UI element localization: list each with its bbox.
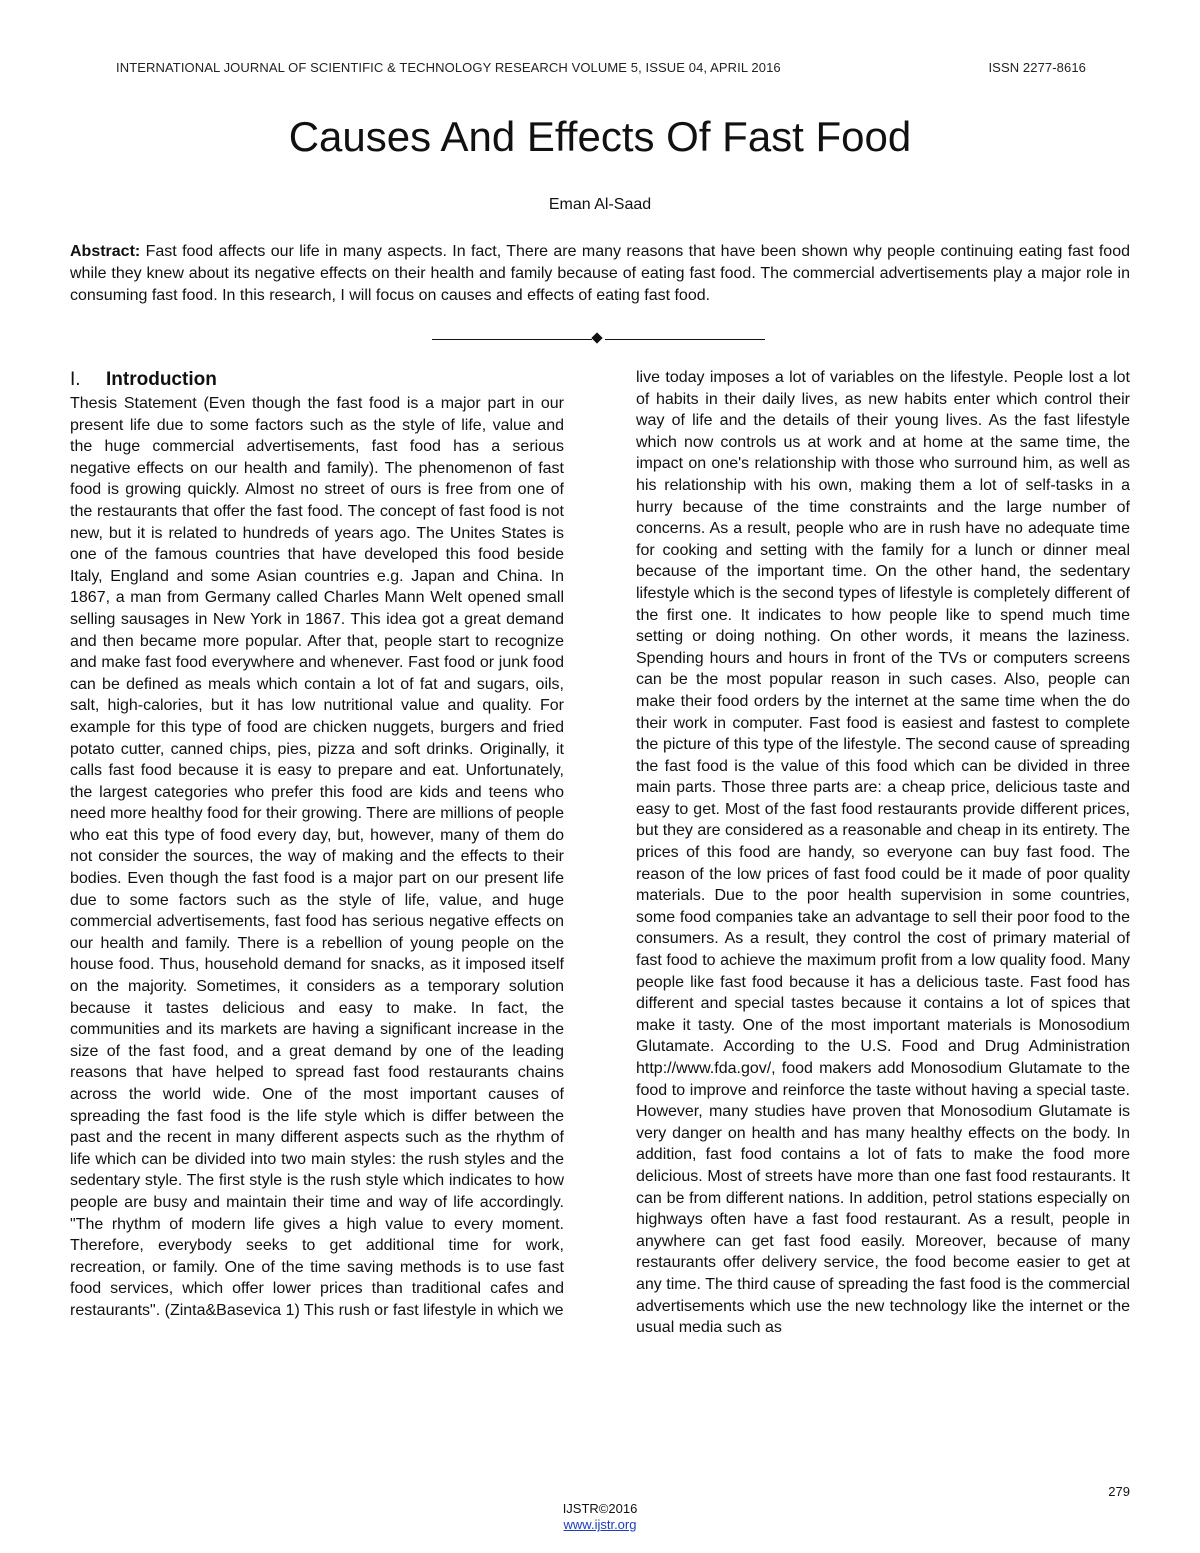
section-heading: [70, 367, 564, 393]
abstract-label: Abstract:: [70, 243, 141, 260]
divider-line-left: [432, 339, 592, 340]
issn: ISSN 2277-8616: [988, 60, 1086, 75]
running-header: [116, 60, 1086, 75]
divider-line-right: [605, 339, 765, 340]
section-divider: [432, 339, 765, 341]
website-link[interactable]: www.ijstr.org: [563, 1517, 637, 1532]
abstract-text: Fast food affects our life in many aspects. In fact, There are many reasons that have been shown why people continuing eating fast food while they knew about its negative effects on their health and family because of eating fast food. The commercial advertisements play a major role in consuming fast food. In this research, I will focus on causes and effects of eating fast food.: [70, 243, 1130, 304]
right-column: [636, 367, 1130, 1339]
diamond-icon: [591, 332, 602, 343]
right-column-text: live today imposes a lot of variables on the lifestyle. People lost a lot of habits in their daily lives, as new habits enter which control their way of life and the details of their young lives. As the fast lifestyle which now controls us at work and at home at the same time, the impact on one's relationship with those who surround him, as well as his relationship with his own, making them a lot of self-tasks in a hurry because of the time constraints and the large number of concerns. As a result, people who are in rush have no adequate time for cooking and setting with the family for a lunch or dinner meal because of the important time. On the other hand, the sedentary lifestyle which is the second types of lifestyle is completely different of the first one. It indicates to how people like to spend much time setting or doing nothing. On other words, it means the laziness. Spending hours and hours in front of the TVs or computers screens can be the most popular reason in such cases. Also, people can make their food orders by the internet at the same time when the do their work in computer. Fast food is easiest and fastest to complete the picture of this type of the lifestyle. The second cause of spreading the fast food is the value of this food which can be divided in three main parts. Those three parts are: a cheap price, delicious taste and easy to get. Most of the fast food restaurants provide different prices, but they are considered as a reasonable and cheap in its entirety. The prices of this food are handy, so everyone can buy fast food. The reason of the low prices of fast food could be it made of poor quality materials. Due to the poor health supervision in some countries, some food companies take an advantage to sell their poor food to the consumers. As a result, they control the cost of primary material of fast food to achieve the maximum profit from a low quality food. Many people like fast food because it has a delicious taste. Fast food has different and special tastes because it contains a lot of spices that make it tasty. One of the most important materials is Monosodium Glutamate. According to the U.S. Food and Drug Administration http://www.fda.gov/, food makers add Monosodium Glutamate to the food to improve and reinforce the taste without having a special taste. However, many studies have proven that Monosodium Glutamate is very danger on health and has many healthy effects on the body. In addition, fast food contains a lot of fats to make the food more delicious. Most of streets have more than one fast food restaurants. It can be from different nations. In addition, petrol stations especially on highways often have a fast food restaurant. As a result, people in anywhere can get fast food easily. Moreover, because of many restaurants offer delivery service, the food become easier to get at any time. The third cause of spreading the fast food is the commercial advertisements which use the new technology like the internet or the usual media such as: [636, 369, 1130, 1337]
section-title: Introduction: [106, 369, 217, 390]
page-number: 279: [1108, 1484, 1130, 1499]
left-column-text: Thesis Statement (Even though the fast food is a major part in our present life due to some factors such as the style of life, value and the huge commercial advertisements, fast food has a serious negative effects on our health and family). The phenomenon of fast food is growing quickly. Almost no street of ours is free from one of the restaurants that offer the fast food. The concept of fast food is not new, but it is related to hundreds of years ago. The Unites States is one of the famous countries that have developed this food beside Italy, England and some Asian countries e.g. Japan and China. In 1867, a man from Germany called Charles Mann Welt opened small selling sausages in New York in 1867. This idea got a great demand and then became more popular. After that, people start to recognize and make fast food everywhere and whenever. Fast food or junk food can be defined as meals which contain a lot of fat and sugars, oils, salt, high-calories, but it has low nutritional value and quality. For example for this type of food are chicken nuggets, burgers and fried potato cutter, canned chips, pies, pizza and soft drinks. Originally, it calls fast food because it is easy to prepare and eat. Unfortunately, the largest categories who prefer this food are kids and teens who need more healthy food for their growing. There are millions of people who eat this type of food every day, but, however, many of them do not consider the sources, the way of making and the effects to their bodies. Even though the fast food is a major part on our present life due to some factors such as the style of life, value, and huge commercial advertisements, fast food has serious negative effects on our health and family. There is a rebellion of young people on the house food. Thus, household demand for snacks, as it imposed itself on the majority. Sometimes, it considers as a temporary solution because it tastes delicious and easy to make. In fact, the communities and its markets are having a significant increase in the size of the fast food, and a great demand by one of the leading reasons that have helped to spread fast food restaurants chains across the world wide. One of the most important causes of spreading the fast food is the life style which is differ between the past and the recent in many different aspects such as the rhythm of life which can be divided into two main styles: the rush styles and the sedentary style. The first style is the rush style which indicates to how people are busy and maintain their time and way of life accordingly. "The rhythm of modern life gives a high value to every moment. Therefore, everybody seeks to get additional time for work, recreation, or family. One of the time saving methods is to use fast food services, which offer lower prices than traditional cafes and restaurants". (Zinta&Basevica 1) This rush or fast lifestyle in which we: [70, 395, 564, 1319]
paper-title: Causes And Effects Of Fast Food: [288, 113, 912, 160]
left-column: [70, 367, 564, 1322]
section-number: I.: [70, 369, 81, 390]
journal-info: INTERNATIONAL JOURNAL OF SCIENTIFIC & TECHNOLOGY RESEARCH VOLUME 5, ISSUE 04, APRIL 2016: [116, 60, 781, 75]
page-footer: [0, 1501, 1200, 1533]
abstract: [70, 241, 1130, 307]
author-name: Eman Al-Saad: [548, 196, 652, 213]
copyright: IJSTR©2016: [562, 1501, 638, 1516]
